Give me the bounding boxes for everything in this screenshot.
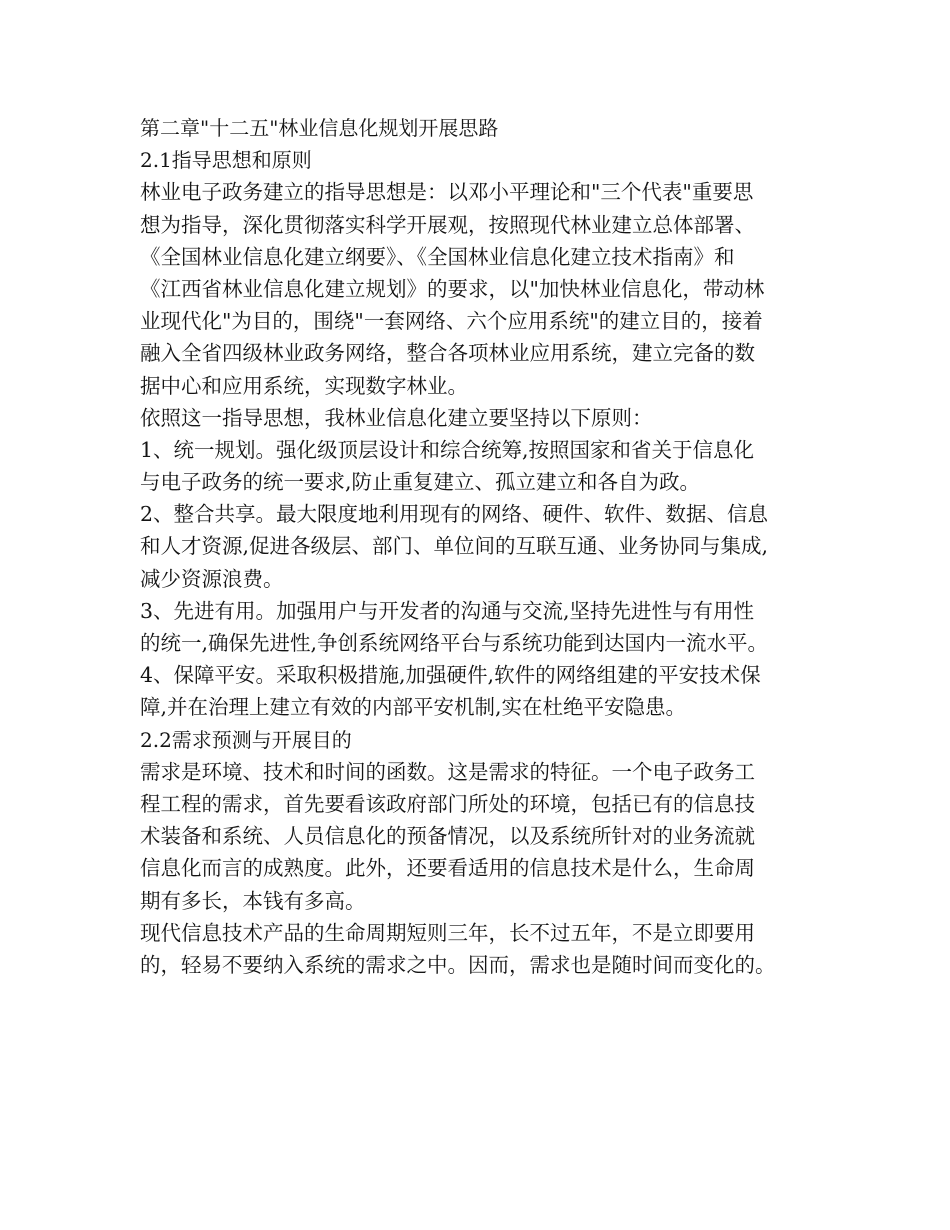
text-line: 想为指导，深化贯彻落实科学开展观，按照现代林业建立总体部署、 [140, 212, 755, 237]
text-line: 需求是环境、技术和时间的函数。这是需求的特征。一个电子政务工 [140, 759, 755, 784]
heading-line: 第二章"十二五"林业信息化规划开展思路 [140, 116, 499, 140]
principle-3-paragraph [140, 595, 830, 659]
text-line: 2、整合共享。最大限度地利用现有的网络、硬件、软件、数据、信息 [140, 502, 769, 527]
heading-line: 2.1指导思想和原则 [140, 148, 312, 173]
lifecycle-paragraph [140, 917, 830, 981]
text-line: 程工程的需求，首先要看该政府部门所处的环境，包括已有的信息技 [140, 791, 755, 816]
text-line: 据中心和应用系统，实现数字林业。 [140, 373, 468, 398]
principles-intro-paragraph [140, 402, 830, 434]
text-line: 业现代化"为目的，围绕"一套网络、六个应用系统"的建立目的，接着 [140, 309, 763, 334]
demand-paragraph [140, 756, 830, 917]
text-line: 现代信息技术产品的生命周期短则三年，长不过五年，不是立即要用 [140, 920, 755, 945]
text-line: 融入全省四级林业政务网络，整合各项林业应用系统，建立完备的数 [140, 341, 755, 366]
principle-2-paragraph [140, 498, 830, 595]
text-line: 1、统一规划。强化级顶层设计和综合统筹,按照国家和省关于信息化 [140, 437, 755, 462]
principle-1-paragraph [140, 434, 830, 498]
text-line: 的统一,确保先进性,争创系统网络平台与系统功能到达国内一流水平。 [140, 631, 769, 655]
text-line: 与电子政务的统一要求,防止重复建立、孤立建立和各自为政。 [140, 470, 701, 495]
text-line: 期有多长，本钱有多高。 [140, 888, 366, 913]
text-line: 《全国林业信息化建立纲要》、《全国林业信息化建立技术指南》和 [140, 244, 735, 269]
text-line: 3、先进有用。加强用户与开发者的沟通与交流,坚持先进性与有用性 [140, 598, 755, 623]
text-line: 减少资源浪费。 [140, 566, 284, 591]
guiding-ideology-paragraph [140, 176, 830, 401]
text-line: 4、保障平安。采取积极措施,加强硬件,软件的网络组建的平安技术保 [140, 663, 761, 688]
chapter-title [140, 112, 830, 144]
text-line: 的，轻易不要纳入系统的需求之中。因而，需求也是随时间而变化的。 [140, 952, 776, 977]
text-line: 信息化而言的成熟度。此外，还要看适用的信息技术是什么，生命周 [140, 856, 755, 881]
section-heading-2-2 [140, 724, 830, 756]
text-line: 《江西省林业信息化建立规划》的要求，以"加快林业信息化，带动林 [140, 276, 765, 301]
text-line: 术装备和系统、人员信息化的预备情况，以及系统所针对的业务流就 [140, 824, 755, 849]
text-line: 林业电子政务建立的指导思想是：以邓小平理论和"三个代表"重要思 [140, 180, 754, 205]
heading-line: 2.2需求预测与开展目的 [140, 727, 352, 752]
text-line: 障,并在治理上建立有效的内部平安机制,实在杜绝平安隐患。 [140, 695, 687, 720]
principle-4-paragraph [140, 659, 830, 723]
text-line: 依照这一指导思想，我林业信息化建立要坚持以下原则： [140, 405, 653, 430]
document-page [140, 112, 830, 981]
section-heading-2-1 [140, 144, 830, 176]
text-line: 和人才资源,促进各级层、部门、单位间的互联互通、业务协同与集成, [140, 534, 769, 559]
